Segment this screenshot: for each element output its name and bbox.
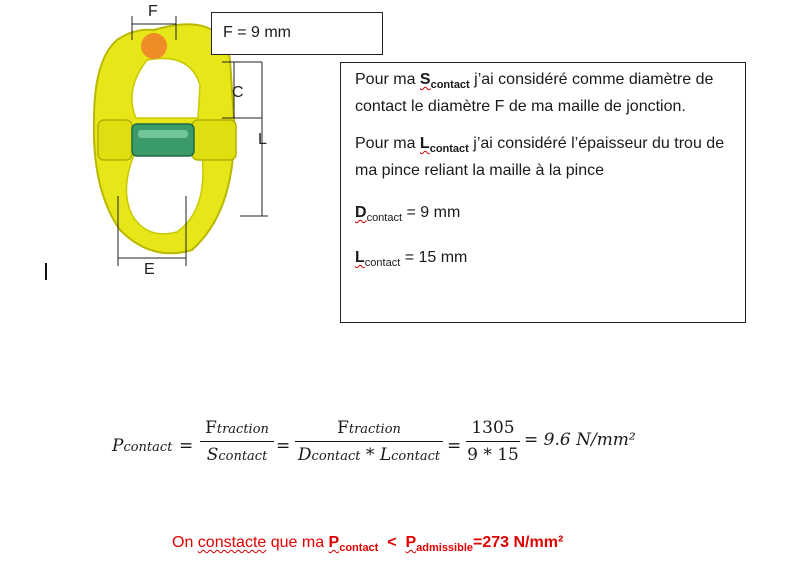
note-paragraph-l: Pour ma $L_{contact}$ j’ai considéré l’épaisseur du trou de ma pince reliant la maille à la pince xyxy=(355,135,725,179)
dim-label-l: L xyxy=(258,131,267,148)
formula-fraction-1: Ftraction Scontact xyxy=(200,418,274,465)
p-admissible-term: $P_{admissible}$ xyxy=(405,534,473,554)
p-contact-term: $P_{contact}$ xyxy=(328,534,379,554)
link-pin xyxy=(132,124,194,156)
link-left-lug xyxy=(98,120,132,160)
text-cursor xyxy=(45,263,47,280)
link-right-lug xyxy=(192,120,236,160)
f-value-text: F = 9 mm xyxy=(223,24,292,41)
l-contact-term: $L_{contact}$ xyxy=(419,135,469,155)
conclusion-line: On constacte que ma $P_{contact} < P_{admissible}=273$ N/mm² xyxy=(172,534,564,554)
s-contact-term: $S_{contact}$ xyxy=(419,71,470,91)
formula-result: = 9.6 N/mm² xyxy=(524,430,636,450)
dim-label-c: C xyxy=(232,84,244,101)
dim-label-f: F xyxy=(148,3,158,20)
formula-fraction-3: 1305 9 * 15 xyxy=(467,418,519,465)
formula-p-contact: Pcontact xyxy=(112,436,173,456)
dim-label-e: E xyxy=(144,261,155,275)
link-upper-hole xyxy=(132,58,200,118)
formula-eq-1: = xyxy=(179,436,194,456)
pressure-formula xyxy=(112,414,672,474)
f-value-box xyxy=(211,12,383,55)
formula-fraction-2: Ftraction Dcontact * Lcontact xyxy=(295,418,443,465)
l-contact-value: $L_{contact} = 15$ mm xyxy=(355,249,468,269)
d-contact-value: $D_{contact} = 9$ mm xyxy=(355,204,461,224)
formula-eq-3: = xyxy=(447,436,462,456)
contact-notes-box xyxy=(340,62,746,323)
note-paragraph-s: Pour ma $S_{contact}$ j’ai considéré comme diamètre de contact le diamètre F de ma maille de jonction. xyxy=(355,71,714,115)
f-diameter-marker xyxy=(141,33,167,59)
formula-eq-2: = xyxy=(276,436,291,456)
